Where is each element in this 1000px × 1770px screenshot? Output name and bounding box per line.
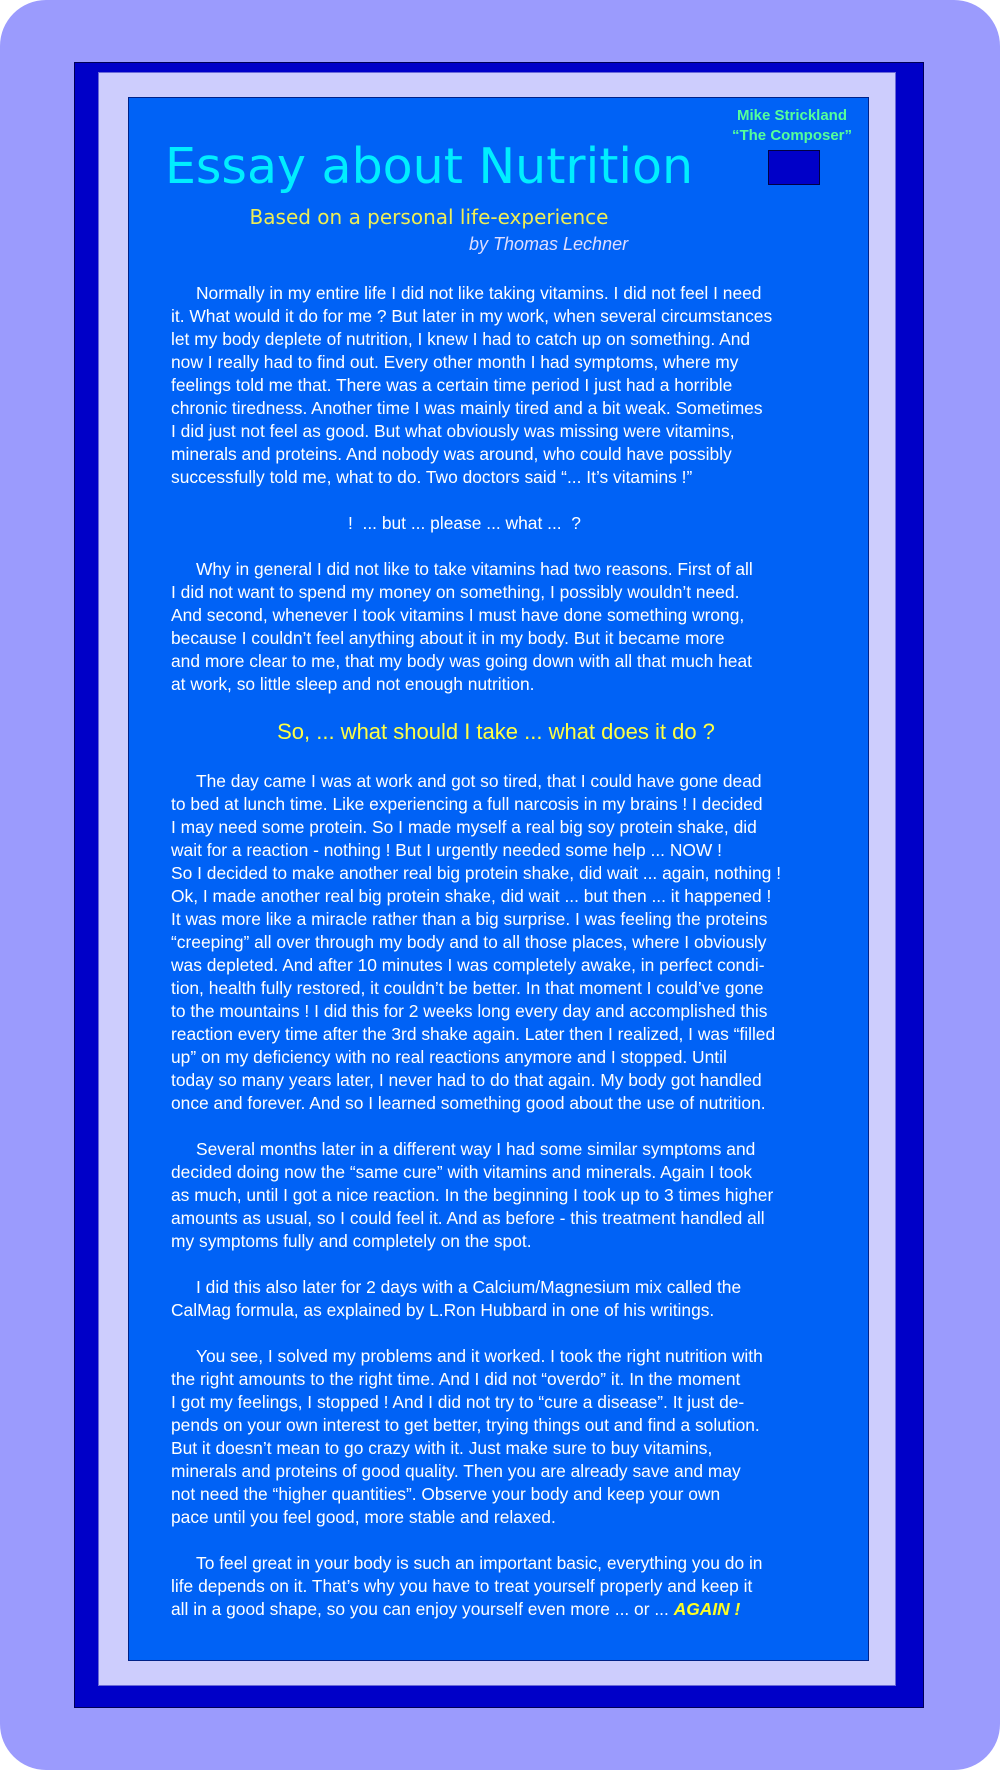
text-line: minerals and proteins. And nobody was around, who could have possibly bbox=[171, 444, 732, 464]
essay-panel bbox=[128, 97, 869, 1661]
text-line: tion, health fully restored, it couldn’t be better. In that moment I could’ve gone bbox=[171, 978, 764, 998]
text-line: I did just not feel as good. But what obviously was missing were vitamins, bbox=[171, 421, 735, 441]
text-line: all in a good shape, so you can enjoy yourself even more ... or ... AGAIN ! bbox=[171, 1599, 741, 1619]
essay-body bbox=[171, 282, 851, 1644]
text-line: feelings told me that. There was a certain time period I just had a horrible bbox=[171, 375, 733, 395]
paragraph-6 bbox=[171, 1345, 851, 1529]
text-line: let my body deplete of nutrition, I knew I had to catch up on something. And bbox=[171, 329, 751, 349]
paragraph-5 bbox=[171, 1276, 851, 1322]
text-line: I did this also later for 2 days with a Calcium/Magnesium mix called the bbox=[196, 1277, 742, 1297]
text-line: “creeping” all over through my body and to all those places, where I obviously bbox=[171, 932, 767, 952]
text-line: I may need some protein. So I made myself a real big soy protein shake, did bbox=[171, 817, 757, 837]
text-line: successfully told me, what to do. Two doctors said “... It’s vitamins !” bbox=[171, 467, 693, 487]
text-line: amounts as usual, so I could feel it. And as before - this treatment handled all bbox=[171, 1208, 765, 1228]
paragraph-3 bbox=[171, 770, 851, 1115]
text-line: as much, until I got a nice reaction. In the beginning I took up to 3 times higher bbox=[171, 1185, 774, 1205]
text-line: The day came I was at work and got so tired, that I could have gone dead bbox=[196, 771, 762, 791]
text-line: CalMag formula, as explained by L.Ron Hubbard in one of his writings. bbox=[171, 1300, 715, 1320]
text-line: at work, so little sleep and not enough nutrition. bbox=[171, 674, 535, 694]
section-heading: So, ... what should I take ... what does it do ? bbox=[277, 719, 715, 744]
byline: by Thomas Lechner bbox=[469, 234, 629, 254]
text-line: So I decided to make another real big protein shake, did wait ... again, nothing ! bbox=[171, 863, 782, 883]
paragraph-4 bbox=[171, 1138, 851, 1253]
text-line: Normally in my entire life I did not like taking vitamins. I did not feel I need bbox=[196, 283, 762, 303]
text-line: Why in general I did not like to take vitamins had two reasons. First of all bbox=[196, 559, 753, 579]
paragraph-2 bbox=[171, 558, 851, 696]
text-line: Ok, I made another real big protein shake, did wait ... but then ... it happened ! bbox=[171, 886, 772, 906]
text-line: I did not want to spend my money on something, I possibly wouldn’t need. bbox=[171, 582, 740, 602]
page-subtitle: Based on a personal life-experience bbox=[249, 205, 609, 229]
text-line: It was more like a miracle rather than a big surprise. I was feeling the proteins bbox=[171, 909, 768, 929]
text-line: You see, I solved my problems and it worked. I took the right nutrition with bbox=[196, 1346, 763, 1366]
text-line: life depends on it. That’s why you have to treat yourself properly and keep it bbox=[171, 1576, 753, 1596]
text-line: up” on my deficiency with no real reactions anymore and I stopped. Until bbox=[171, 1047, 727, 1067]
text-line: was depleted. And after 10 minutes I was completely awake, in perfect condi- bbox=[171, 955, 765, 975]
exclamation-line: ! ... but ... please ... what ... ? bbox=[348, 513, 581, 533]
text-line: to bed at lunch time. Like experiencing a full narcosis in my brains ! I decided bbox=[171, 794, 763, 814]
text-line: pace until you feel good, more stable and relaxed. bbox=[171, 1507, 556, 1527]
text-line: reaction every time after the 3rd shake again. Later then I realized, I was “filled bbox=[171, 1024, 776, 1044]
text-line: it. What would it do for me ? But later in my work, when several circumstances bbox=[171, 306, 773, 326]
text-line: Several months later in a different way I had some similar symptoms and bbox=[196, 1139, 756, 1159]
author-block bbox=[722, 106, 862, 146]
text-line: to the mountains ! I did this for 2 weeks long every day and accomplished this bbox=[171, 1001, 768, 1021]
decorative-box bbox=[768, 150, 820, 185]
text-line: because I couldn’t feel anything about it in my body. But it became more bbox=[171, 628, 725, 648]
text-line: chronic tiredness. Another time I was mainly tired and a bit weak. Sometimes bbox=[171, 398, 763, 418]
text-line: pends on your own interest to get better, trying things out and find a solution. bbox=[171, 1415, 760, 1435]
text-line: once and forever. And so I learned something good about the use of nutrition. bbox=[171, 1093, 766, 1113]
text-line: and more clear to me, that my body was going down with all that much heat bbox=[171, 651, 752, 671]
author-name: Mike Strickland bbox=[736, 107, 848, 124]
closing-again: AGAIN ! bbox=[673, 1599, 741, 1619]
text-line: To feel great in your body is such an important basic, everything you do in bbox=[196, 1553, 763, 1573]
text-line: And second, whenever I took vitamins I must have done something wrong, bbox=[171, 605, 745, 625]
text-line: But it doesn’t mean to go crazy with it. Just make sure to buy vitamins, bbox=[171, 1438, 713, 1458]
text-line: I got my feelings, I stopped ! And I did not try to “cure a disease”. It just de- bbox=[171, 1392, 745, 1412]
text-line: not need the “higher quantities”. Observe your body and keep your own bbox=[171, 1484, 721, 1504]
text-line: the right amounts to the right time. And I did not “overdo” it. In the moment bbox=[171, 1369, 741, 1389]
paragraph-7 bbox=[171, 1552, 851, 1621]
author-alias: “The Composer” bbox=[731, 127, 852, 144]
text-line: today so many years later, I never had to do that again. My body got handled bbox=[171, 1070, 762, 1090]
text-line: decided doing now the “same cure” with vitamins and minerals. Again I took bbox=[171, 1162, 752, 1182]
text-line: minerals and proteins of good quality. Then you are already save and may bbox=[171, 1461, 741, 1481]
paragraph-1 bbox=[171, 282, 851, 489]
text-line: wait for a reaction - nothing ! But I urgently needed some help ... NOW ! bbox=[171, 840, 722, 860]
text-line: my symptoms fully and completely on the spot. bbox=[171, 1231, 532, 1251]
text-line: now I really had to find out. Every other month I had symptoms, where my bbox=[171, 352, 739, 372]
page-title: Essay about Nutrition bbox=[164, 138, 694, 195]
